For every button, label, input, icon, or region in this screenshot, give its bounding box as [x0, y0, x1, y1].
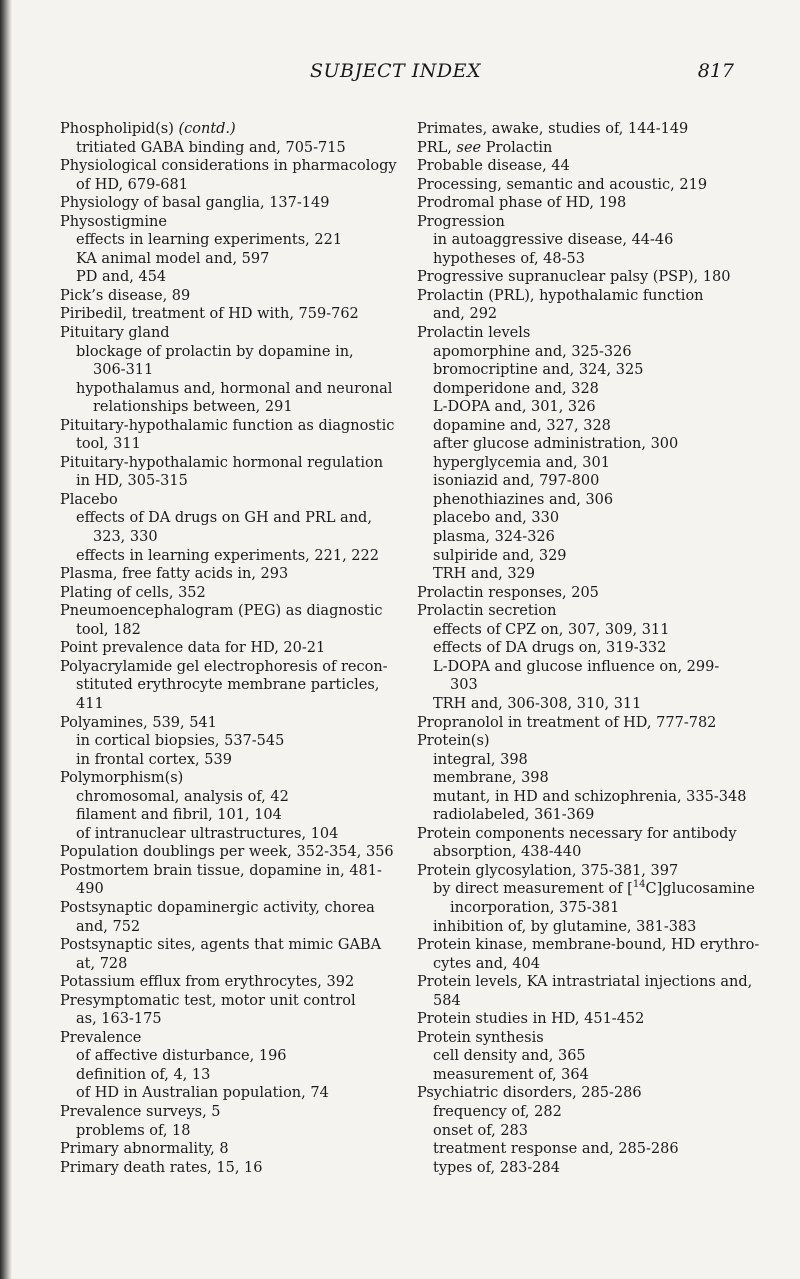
entry-text: Physostigmine: [60, 213, 167, 230]
index-entry: [417, 714, 785, 733]
entry-text: 323, 330: [93, 529, 158, 546]
entry-text: plasma, 324-326: [433, 529, 555, 546]
index-entry: [60, 806, 400, 825]
index-entry: [60, 287, 400, 306]
entry-text: types of, 283-284: [433, 1159, 560, 1176]
entry-text: Pituitary-hypothalamic function as diagnostic: [60, 417, 395, 434]
index-entry: [417, 973, 785, 992]
entry-text: membrane, 398: [433, 770, 549, 787]
index-entry: [417, 120, 785, 139]
index-entry: [60, 788, 400, 807]
entry-text: Psychiatric disorders, 285-286: [417, 1085, 642, 1102]
running-title: SUBJECT INDEX: [310, 60, 481, 82]
index-entry: [417, 213, 785, 232]
entry-text: relationships between, 291: [93, 399, 293, 416]
entry-text: effects in learning experiments, 221, 222: [76, 547, 379, 564]
index-entry: [60, 120, 400, 139]
page-number: 817: [697, 60, 734, 82]
entry-italic-text: see: [456, 139, 482, 156]
entry-text: cell density and, 365: [433, 1048, 586, 1065]
entry-text: Protein glycosylation, 375-381, 397: [417, 862, 679, 879]
entry-text: PRL,: [417, 139, 457, 156]
entry-text: Physiology of basal ganglia, 137-149: [60, 195, 330, 212]
index-entry: [60, 843, 400, 862]
entry-text: Primary death rates, 15, 16: [60, 1159, 263, 1176]
index-entry: [417, 268, 785, 287]
entry-text: Physiological considerations in pharmacology: [60, 158, 397, 175]
index-entry: [60, 1047, 400, 1066]
entry-text: Point prevalence data for HD, 20-21: [60, 640, 326, 657]
entry-text: placebo and, 330: [433, 510, 560, 527]
entry-text: of affective disturbance, 196: [76, 1048, 287, 1065]
index-entry: [417, 732, 785, 751]
entry-text: 490: [76, 881, 104, 898]
index-entry: [417, 305, 785, 324]
entry-text: chromosomal, analysis of, 42: [76, 788, 289, 805]
index-column-right: [417, 120, 785, 1177]
entry-text: Prolactin (PRL), hypothalamic function: [417, 287, 704, 304]
entry-text: Protein components necessary for antibody: [417, 825, 737, 842]
index-entry: [60, 1066, 400, 1085]
index-entry: [60, 231, 400, 250]
index-entry: [417, 825, 785, 844]
entry-text: stituted erythrocyte membrane particles,: [76, 677, 380, 694]
index-entry: [60, 324, 400, 343]
index-entry: [60, 880, 400, 899]
entry-text: filament and fibril, 101, 104: [76, 807, 282, 824]
entry-text: Processing, semantic and acoustic, 219: [417, 176, 708, 193]
index-entry: [60, 1103, 400, 1122]
index-entry: [417, 231, 785, 250]
index-entry: [417, 417, 785, 436]
entry-text: treatment response and, 285-286: [433, 1141, 679, 1158]
entry-text: in HD, 305-315: [76, 473, 188, 490]
index-entry: [60, 751, 400, 770]
index-entry: [417, 1084, 785, 1103]
index-entry: [60, 472, 400, 491]
entry-text: hyperglycemia and, 301: [433, 454, 610, 471]
index-entry: [417, 899, 785, 918]
index-entry: [60, 139, 400, 158]
index-entry: [417, 509, 785, 528]
entry-text: PD and, 454: [76, 269, 167, 286]
index-entry: [60, 1140, 400, 1159]
index-entry: [417, 361, 785, 380]
index-entry: [417, 843, 785, 862]
index-entry: [60, 380, 400, 399]
index-entry: [417, 639, 785, 658]
index-entry: [60, 343, 400, 362]
entry-text: Prolactin secretion: [417, 603, 557, 620]
index-entry: [417, 565, 785, 584]
index-entry: [60, 899, 400, 918]
entry-text: 411: [76, 695, 104, 712]
index-entry: [60, 454, 400, 473]
entry-text: Prolactin levels: [417, 325, 531, 342]
index-entry: [60, 528, 400, 547]
entry-text: Probable disease, 44: [417, 158, 570, 175]
index-entry: [60, 602, 400, 621]
index-entry: [60, 1010, 400, 1029]
index-entry: [417, 806, 785, 825]
entry-text: Protein studies in HD, 451-452: [417, 1011, 645, 1028]
entry-text: of intranuclear ultrastructures, 104: [76, 825, 339, 842]
entry-text: Progression: [417, 213, 505, 230]
index-entry: [60, 435, 400, 454]
entry-text: definition of, 4, 13: [76, 1066, 211, 1083]
entry-text: Protein levels, KA intrastriatal injections and,: [417, 974, 753, 991]
entry-text: cytes and, 404: [433, 955, 540, 972]
index-entry: [417, 788, 785, 807]
index-entry: [60, 676, 400, 695]
entry-text: Protein synthesis: [417, 1029, 544, 1046]
index-entry: [417, 695, 785, 714]
entry-text: Protein(s): [417, 733, 490, 750]
entry-text: onset of, 283: [433, 1122, 529, 1139]
entry-text-continued: Prolactin: [481, 139, 553, 156]
entry-text: 584: [433, 992, 461, 1009]
index-entry: [417, 528, 785, 547]
entry-text: after glucose administration, 300: [433, 436, 679, 453]
entry-superscript: 14: [632, 879, 646, 891]
index-entry: [60, 1159, 400, 1178]
index-entry: [417, 454, 785, 473]
index-entry: [417, 862, 785, 881]
index-entry: [417, 936, 785, 955]
entry-text: Pick’s disease, 89: [60, 287, 191, 304]
entry-text: at, 728: [76, 955, 128, 972]
entry-text: Postmortem brain tissue, dopamine in, 481-: [60, 862, 382, 879]
index-entry: [60, 955, 400, 974]
entry-text: tool, 182: [76, 621, 141, 638]
entry-text: L-DOPA and, 301, 326: [433, 399, 596, 416]
entry-text: Prevalence: [60, 1029, 142, 1046]
entry-text: Population doublings per week, 352-354, 356: [60, 844, 394, 861]
index-entry: [417, 176, 785, 195]
entry-text: hypothalamus and, hormonal and neuronal: [76, 380, 393, 397]
entry-text: problems of, 18: [76, 1122, 191, 1139]
index-entry: [60, 268, 400, 287]
entry-text: in cortical biopsies, 537-545: [76, 733, 285, 750]
index-entry: [60, 695, 400, 714]
index-entry: [417, 880, 785, 899]
index-entry: [417, 547, 785, 566]
entry-text: Primary abnormality, 8: [60, 1141, 229, 1158]
index-entry: [417, 1010, 785, 1029]
entry-text: measurement of, 364: [433, 1066, 589, 1083]
index-entry: [60, 973, 400, 992]
index-entry: [60, 936, 400, 955]
index-entry: [417, 1159, 785, 1178]
index-entry: [60, 361, 400, 380]
entry-text: tool, 311: [76, 436, 141, 453]
index-entry: [417, 1103, 785, 1122]
index-entry: [417, 602, 785, 621]
entry-text: 303: [450, 677, 478, 694]
index-entry: [417, 435, 785, 454]
index-entry: [417, 584, 785, 603]
entry-text: Pituitary gland: [60, 325, 170, 342]
entry-text: Postsynaptic sites, agents that mimic GABA: [60, 937, 382, 954]
index-entry: [417, 621, 785, 640]
index-entry: [60, 862, 400, 881]
index-entry: [417, 380, 785, 399]
index-entry: [417, 324, 785, 343]
index-entry: [60, 1084, 400, 1103]
entry-text: effects of DA drugs on GH and PRL and,: [76, 510, 372, 527]
index-entry: [417, 1122, 785, 1141]
entry-text: integral, 398: [433, 751, 528, 768]
entry-text: Polyacrylamide gel electrophoresis of recon-: [60, 658, 388, 675]
index-entry: [417, 1047, 785, 1066]
index-entry: [417, 751, 785, 770]
entry-text: of HD in Australian population, 74: [76, 1085, 329, 1102]
entry-text: bromocriptine and, 324, 325: [433, 362, 644, 379]
entry-text: Presymptomatic test, motor unit control: [60, 992, 356, 1009]
index-entry: [60, 918, 400, 937]
index-entry: [417, 992, 785, 1011]
index-entry: [60, 194, 400, 213]
index-column-left: [60, 120, 400, 1177]
entry-text: in autoaggressive disease, 44-46: [433, 232, 674, 249]
entry-text: effects in learning experiments, 221: [76, 232, 343, 249]
entry-text: inhibition of, by glutamine, 381-383: [433, 918, 697, 935]
entry-text: sulpiride and, 329: [433, 547, 567, 564]
entry-text: of HD, 679-681: [76, 176, 188, 193]
entry-text: Potassium efflux from erythrocytes, 392: [60, 974, 355, 991]
entry-text: dopamine and, 327, 328: [433, 417, 611, 434]
index-entry: [60, 305, 400, 324]
entry-text: Prodromal phase of HD, 198: [417, 195, 627, 212]
index-entry: [60, 825, 400, 844]
index-entry: [417, 472, 785, 491]
entry-text: Plasma, free fatty acids in, 293: [60, 566, 289, 583]
index-entry: [417, 398, 785, 417]
index-entry: [60, 547, 400, 566]
entry-text: by direct measurement of [: [433, 881, 633, 898]
index-entry: [60, 417, 400, 436]
entry-text: effects of CPZ on, 307, 309, 311: [433, 621, 670, 638]
index-entry: [60, 176, 400, 195]
index-entry: [417, 343, 785, 362]
entry-text: hypotheses of, 48-53: [433, 250, 585, 267]
index-entry: [417, 194, 785, 213]
entry-text: Prolactin responses, 205: [417, 584, 599, 601]
entry-text: Pituitary-hypothalamic hormonal regulation: [60, 454, 384, 471]
index-entry: [60, 157, 400, 176]
index-entry: [60, 584, 400, 603]
index-entry: [60, 213, 400, 232]
index-entry: [417, 1029, 785, 1048]
entry-text: Piribedil, treatment of HD with, 759-762: [60, 306, 359, 323]
entry-text-continued: C]glucosamine: [645, 881, 755, 898]
entry-text: as, 163-175: [76, 1011, 162, 1028]
entry-text: and, 292: [433, 306, 498, 323]
index-entry: [60, 658, 400, 677]
entry-italic-text: (contd.): [178, 121, 236, 137]
entry-text: KA animal model and, 597: [76, 250, 270, 267]
book-binding-edge: [0, 0, 12, 1279]
index-entry: [417, 287, 785, 306]
entry-text: phenothiazines and, 306: [433, 491, 614, 508]
entry-text: tritiated GABA binding and, 705-715: [76, 139, 346, 156]
index-entry: [417, 955, 785, 974]
index-entry: [60, 769, 400, 788]
entry-text: Pneumoencephalogram (PEG) as diagnostic: [60, 603, 383, 620]
entry-text: isoniazid and, 797-800: [433, 473, 600, 490]
index-entry: [60, 714, 400, 733]
entry-text: L-DOPA and glucose influence on, 299-: [433, 658, 720, 675]
entry-text: frequency of, 282: [433, 1103, 562, 1120]
page-header: [60, 60, 750, 90]
entry-text: Phospholipid(s): [60, 121, 179, 137]
entry-text: and, 752: [76, 918, 141, 935]
index-entry: [417, 658, 785, 677]
index-entry: [417, 1066, 785, 1085]
entry-text: TRH and, 329: [433, 566, 536, 583]
index-entry: [417, 918, 785, 937]
index-entry: [60, 1122, 400, 1141]
entry-text: radiolabeled, 361-369: [433, 807, 595, 824]
entry-text: Placebo: [60, 491, 118, 508]
index-entry: [417, 769, 785, 788]
index-entry: [60, 491, 400, 510]
entry-text: mutant, in HD and schizophrenia, 335-348: [433, 788, 747, 805]
index-entry: [417, 491, 785, 510]
entry-text: in frontal cortex, 539: [76, 751, 232, 768]
index-entry: [417, 157, 785, 176]
entry-text: absorption, 438-440: [433, 844, 582, 861]
entry-text: Progressive supranuclear palsy (PSP), 180: [417, 269, 731, 286]
entry-text: domperidone and, 328: [433, 380, 599, 397]
entry-text: incorporation, 375-381: [450, 899, 620, 916]
index-entry: [60, 398, 400, 417]
entry-text: Plating of cells, 352: [60, 584, 206, 601]
entry-text: TRH and, 306-308, 310, 311: [433, 695, 642, 712]
entry-text: 306-311: [93, 362, 154, 379]
index-entry: [60, 639, 400, 658]
entry-text: Propranolol in treatment of HD, 777-782: [417, 714, 717, 731]
entry-text: Primates, awake, studies of, 144-149: [417, 121, 689, 137]
index-entry: [60, 621, 400, 640]
index-entry: [417, 250, 785, 269]
entry-text: apomorphine and, 325-326: [433, 343, 632, 360]
entry-text: Polymorphism(s): [60, 770, 184, 787]
entry-text: Postsynaptic dopaminergic activity, chorea: [60, 899, 375, 916]
index-entry: [60, 992, 400, 1011]
index-entry: [60, 250, 400, 269]
index-entry: [60, 509, 400, 528]
index-entry: [60, 565, 400, 584]
entry-text: Polyamines, 539, 541: [60, 714, 217, 731]
entry-text: Protein kinase, membrane-bound, HD erythro-: [417, 937, 760, 954]
index-entry: [417, 1140, 785, 1159]
entry-text: Prevalence surveys, 5: [60, 1103, 221, 1120]
index-entry: [417, 676, 785, 695]
index-entry: [60, 1029, 400, 1048]
entry-text: blockage of prolactin by dopamine in,: [76, 343, 354, 360]
index-entry: [417, 139, 785, 158]
entry-text: effects of DA drugs on, 319-332: [433, 640, 667, 657]
index-entry: [60, 732, 400, 751]
